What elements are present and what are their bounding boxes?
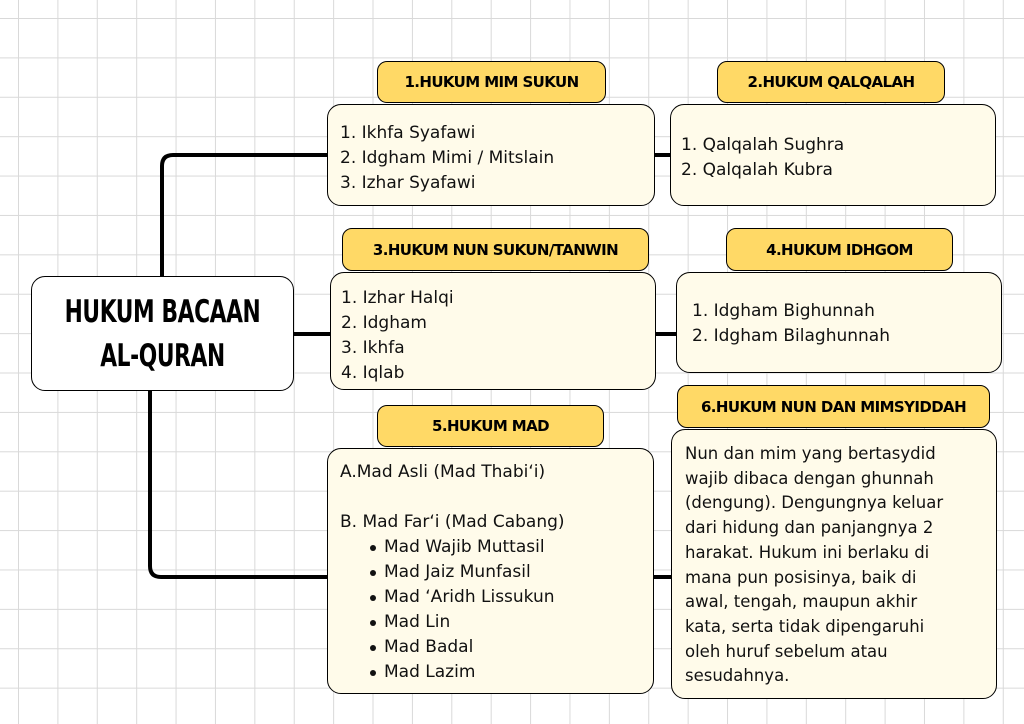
idhgom-title: 4.HUKUM IDHGOM xyxy=(726,228,953,271)
idhgom-box xyxy=(676,272,1002,373)
paragraph-line: dari hidung dan panjangnya 2 xyxy=(685,518,934,538)
paragraph-line: wajib dibaca dengan ghunnah xyxy=(685,468,934,488)
nun-mim-syiddah-title: 6.HUKUM NUN DAN MIMSYIDDAH xyxy=(677,385,990,428)
list-item: Mad Lin xyxy=(370,610,653,635)
list-item: 4. Iqlab xyxy=(341,363,405,383)
list-item: Mad Jaiz Munfasil xyxy=(370,560,653,585)
list-item: Mad ‘Aridh Lissukun xyxy=(370,585,653,610)
list-item: 2. Idgham Bilaghunnah xyxy=(692,326,890,346)
list-item: 3. Izhar Syafawi xyxy=(340,173,476,193)
list-item: 2. Qalqalah Kubra xyxy=(681,160,833,180)
paragraph-line: Nun dan mim yang bertasydid xyxy=(685,444,936,463)
paragraph-line: awal, tengah, maupun akhir xyxy=(685,592,918,612)
paragraph-line: (dengung). Dengungnya keluar xyxy=(685,493,944,513)
mad-box xyxy=(327,448,654,694)
list-item: Mad Wajib Muttasil xyxy=(370,535,653,560)
connector-center-to-mim-sukun xyxy=(162,155,327,276)
list-item: 3. Ikhfa xyxy=(341,338,405,358)
nun-sukun-box xyxy=(330,272,656,390)
qalqalah-title: 2.HUKUM QALQALAH xyxy=(717,61,945,103)
nun-mim-syiddah-box xyxy=(671,429,997,699)
paragraph-line: oleh huruf sebelum atau xyxy=(685,641,888,661)
paragraph-line: kata, serta tidak dipengaruhi xyxy=(685,616,925,636)
central-topic-title xyxy=(65,290,261,378)
nun-sukun-title: 3.HUKUM NUN SUKUN/TANWIN xyxy=(342,228,649,271)
mad-asli-line: A.Mad Asli (Mad Thabi‘i) xyxy=(340,462,546,482)
mad-fari-line: B. Mad Far‘i (Mad Cabang) xyxy=(340,512,565,532)
central-topic-line-2: AL-QURAN xyxy=(100,337,225,374)
paragraph-line: sesudahnya. xyxy=(685,666,790,686)
list-item: 2. Idgham Mimi / Mitslain xyxy=(340,148,555,168)
list-item: 2. Idgham xyxy=(341,313,427,333)
list-item: 1. Idgham Bighunnah xyxy=(692,301,875,321)
mad-title: 5.HUKUM MAD xyxy=(377,405,604,447)
mim-sukun-title: 1.HUKUM MIM SUKUN xyxy=(377,61,606,103)
list-item: 1. Qalqalah Sughra xyxy=(681,135,845,155)
paragraph-line: mana pun posisinya, baik di xyxy=(685,567,917,587)
qalqalah-box xyxy=(670,104,996,206)
list-item: 1. Ikhfa Syafawi xyxy=(340,123,476,143)
list-item: Mad Badal xyxy=(370,635,653,660)
mim-sukun-box xyxy=(327,104,655,206)
connector-center-to-mad xyxy=(150,391,327,577)
paragraph-line: harakat. Hukum ini berlaku di xyxy=(685,542,930,562)
list-item: 1. Izhar Halqi xyxy=(341,288,454,308)
list-item: Mad Lazim xyxy=(370,660,653,685)
central-topic-box xyxy=(31,276,294,391)
central-topic-line-1: HUKUM BACAAN xyxy=(64,293,261,330)
